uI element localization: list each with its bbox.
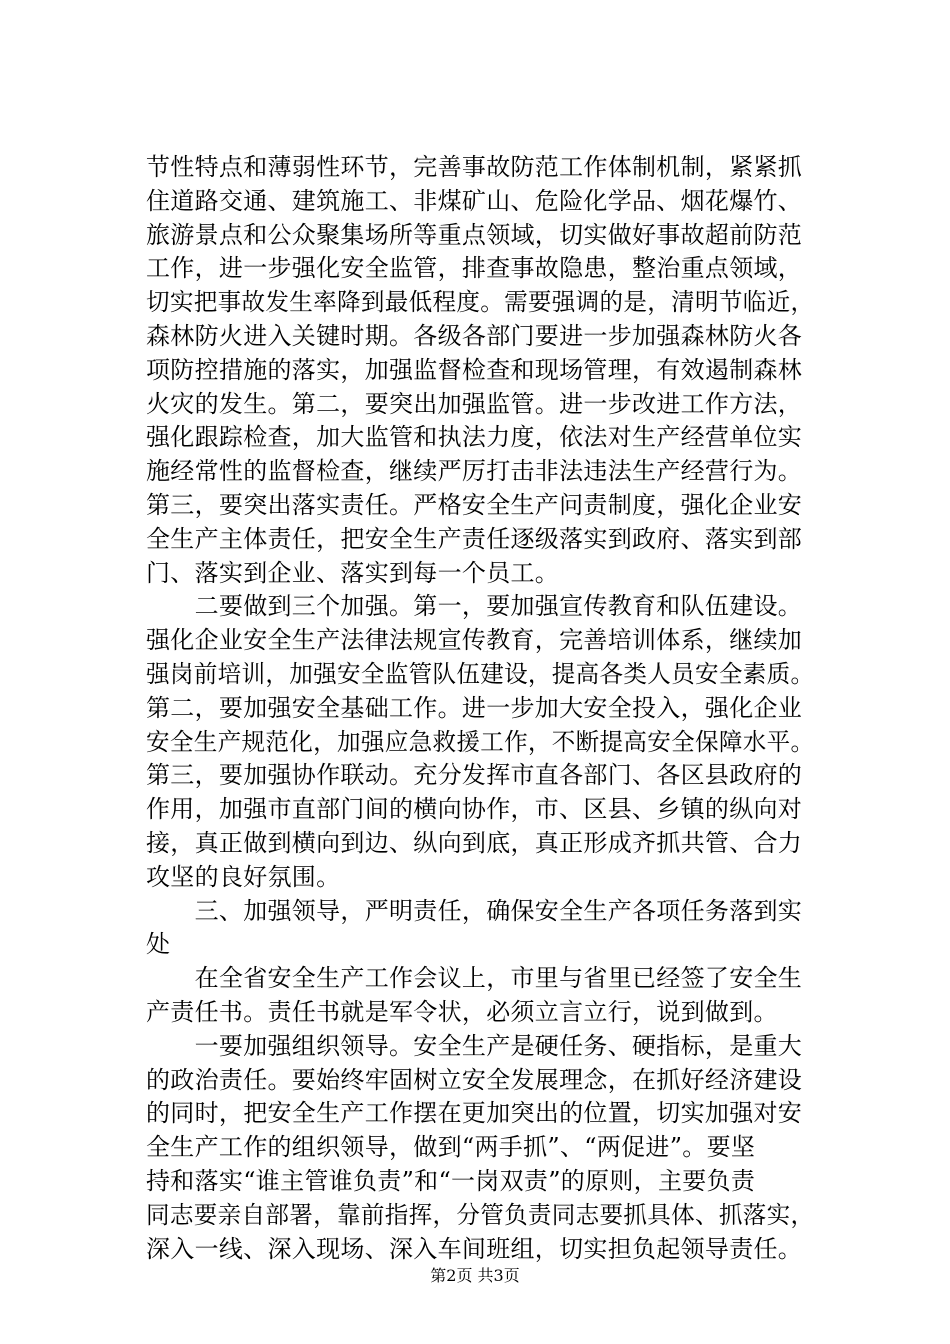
text-line: 在全省安全生产工作会议上，市里与省里已经签了安全生	[146, 964, 803, 993]
text-line: 攻坚的良好氛围。	[146, 862, 341, 891]
text-line: 产责任书。责任书就是军令状，必须立言立行，说到做到。	[146, 997, 778, 1026]
text-line: 项防控措施的落实，加强监督检查和现场管理，有效遏制森林	[146, 355, 803, 384]
text-line: 森林防火进入关键时期。各级各部门要进一步加强森林防火各	[146, 321, 803, 350]
text-line: 强化企业安全生产法律法规宣传教育，完善培训体系，继续加	[146, 626, 803, 655]
text-line: 施经常性的监督检查，继续严厉打击非法违法生产经营行为。	[146, 457, 803, 486]
text-line: 的政治责任。要始终牢固树立安全发展理念，在抓好经济建设	[146, 1065, 803, 1094]
text-line: 同志要亲自部署，靠前指挥，分管负责同志要抓具体、抓落实，	[146, 1200, 815, 1229]
text-line: 第二，要加强安全基础工作。进一步加大安全投入，强化企业	[146, 693, 803, 722]
page-footer: 第2页 共3页	[430, 1266, 520, 1285]
text-line: 火灾的发生。第二，要突出加强监管。进一步改进工作方法，	[146, 389, 803, 418]
text-line: 工作，进一步强化安全监管，排查事故隐患，整治重点领域，	[146, 254, 803, 283]
text-line: 全生产主体责任，把安全生产责任逐级落实到政府、落实到部	[146, 524, 803, 553]
text-line: 三、加强领导，严明责任，确保安全生产各项任务落到实	[146, 896, 803, 925]
body-text	[146, 151, 814, 1266]
text-line: 作用，加强市直部门间的横向协作，市、区县、乡镇的纵向对	[146, 795, 803, 824]
text-line: 住道路交通、建筑施工、非煤矿山、危险化学品、烟花爆竹、	[146, 186, 803, 215]
text-line: 第三，要突出落实责任。严格安全生产问责制度，强化企业安	[146, 490, 803, 519]
text-line: 的同时，把安全生产工作摆在更加突出的位置，切实加强对安	[146, 1099, 803, 1128]
text-line: 强化跟踪检查，加大监管和执法力度，依法对生产经营单位实	[146, 423, 803, 452]
text-line: 安全生产规范化，加强应急救援工作，不断提高安全保障水平。	[146, 727, 815, 756]
text-line: 二要做到三个加强。第一，要加强宣传教育和队伍建设。	[146, 592, 803, 621]
text-line: 切实把事故发生率降到最低程度。需要强调的是，清明节临近，	[146, 288, 815, 317]
text-line: 第三，要加强协作联动。充分发挥市直各部门、各区县政府的	[146, 761, 803, 790]
text-line: 门、落实到企业、落实到每一个员工。	[146, 558, 560, 587]
text-line: 深入一线、深入现场、深入车间班组，切实担负起领导责任。	[146, 1234, 803, 1263]
text-line: 持和落实“谁主管谁负责”和“一岗双责”的原则，主要负责	[146, 1166, 756, 1195]
text-line: 处	[146, 930, 171, 959]
text-line: 全生产工作的组织领导，做到“两手抓”、“两促进”。要坚	[146, 1133, 756, 1162]
text-line: 节性特点和薄弱性环节，完善事故防范工作体制机制，紧紧抓	[146, 153, 803, 181]
text-line: 旅游景点和公众聚集场所等重点领域，切实做好事故超前防范	[146, 220, 803, 249]
text-line: 一要加强组织领导。安全生产是硬任务、硬指标，是重大	[146, 1031, 803, 1060]
text-line: 接，真正做到横向到边、纵向到底，真正形成齐抓共管、合力	[146, 828, 803, 857]
text-line: 强岗前培训，加强安全监管队伍建设，提高各类人员安全素质。	[146, 659, 815, 688]
